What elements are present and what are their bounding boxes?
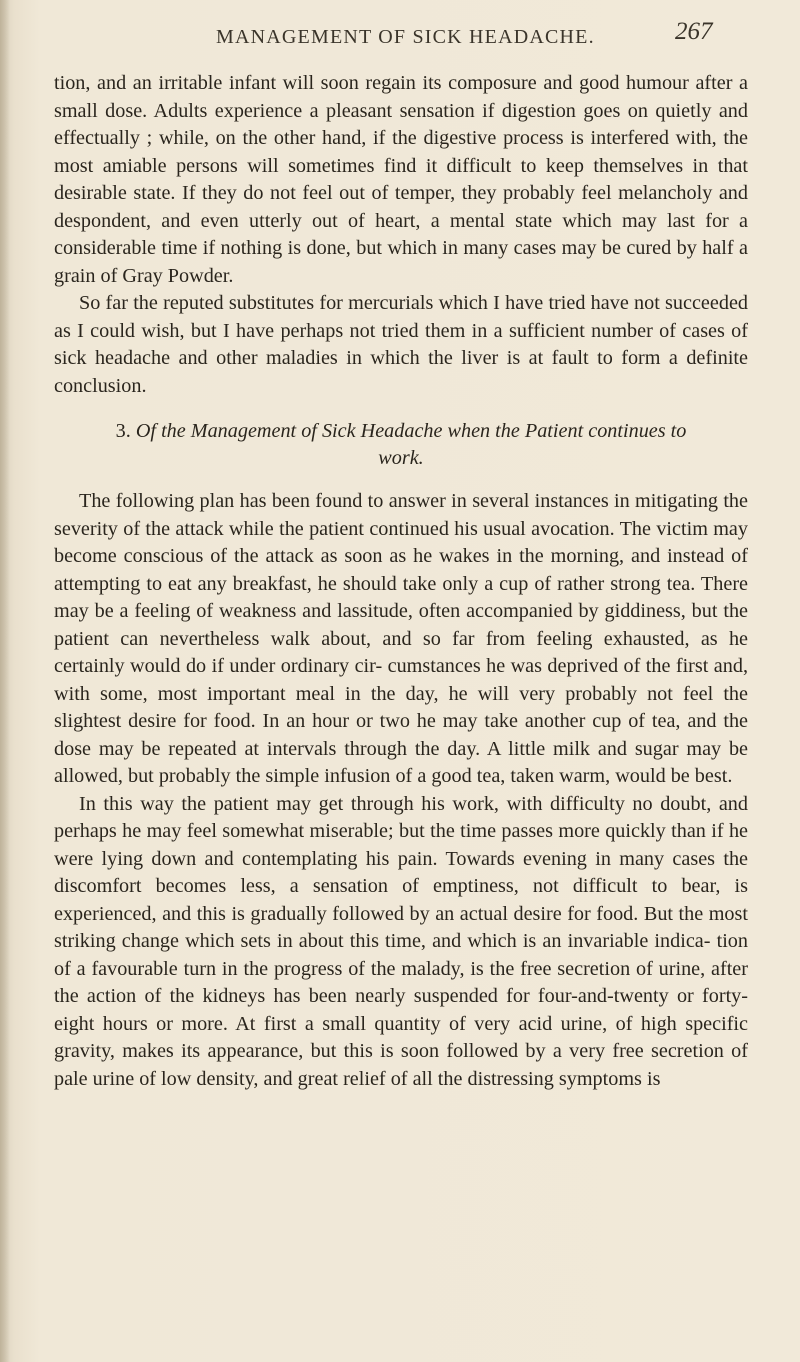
paragraph-continuation: tion, and an irritable infant will soon regain its composure and good humour after a small dose. Adults experience a pleasant sensation if digestion goes on quietly and effectually ; while, on the other hand, if the digestive process is interfered with, the most amiable persons will sometimes find it difficult to keep themselves in that desirable state. If they do not feel out of temper, they probably feel melancholy and despondent, and even utterly out of heart, a mental state which may last for a considerable time if nothing is done, but which in many cases may be cured by half a grain of Gray Powder. bbox=[54, 72, 748, 287]
running-head-title: MANAGEMENT OF SICK HEADACHE. bbox=[216, 26, 595, 48]
section-title: Of the Management of Sick Headache when the Patient continues to work. bbox=[135, 420, 687, 469]
body-text bbox=[54, 70, 748, 1093]
section-number: 3. bbox=[115, 420, 131, 442]
section-heading bbox=[54, 418, 748, 472]
paragraph-mercurial-substitutes: So far the reputed substitutes for mercurials which I have tried have not succeeded as I could wish, but I have perhaps not tried them in a sufficient number of cases of sick headache and other maladies in which the liver is at fault to form a definite conclusion. bbox=[54, 292, 748, 397]
paragraph-tea-plan: The following plan has been found to answer in several instances in mitigating the severity of the attack while the patient continued his usual avocation. The victim may become conscious of the attack as soon as he wakes in the morning, and instead of attempting to eat any breakfast, he should take only a cup of rather strong tea. There may be a feeling of weakness and lassitude, often accompanied by giddiness, but the patient can nevertheless walk about, and so far from feeling exhausted, as he certainly would do if under ordinary cir- cumstances he was deprived of the first and, with some, most important meal in the day, he will very probably not feel the slightest desire for food. In an hour or two he may take another cup of tea, and the dose may be repeated at intervals through the day. A little milk and sugar may be allowed, but probably the simple infusion of a good tea, taken warm, would be best. bbox=[54, 490, 748, 787]
page-number: 267 bbox=[675, 18, 713, 45]
paragraph-evening-relief: In this way the patient may get through his work, with difficulty no doubt, and perhaps he may feel somewhat miserable; but the time passes more quickly than if he were lying down and contemplating his pain. Towards evening in many cases the discomfort becomes less, a sensation of emptiness, not difficult to bear, is experienced, and this is gradually followed by an actual desire for food. But the most striking change which sets in about this time, and which is an invariable indica- tion of a favourable turn in the progress of the malady, is the free secretion of urine, after the action of the kidneys has been nearly suspended for four-and-twenty or forty-eight hours or more. At first a small quantity of very acid urine, of high specific gravity, makes its appearance, but this is soon followed by a very free secretion of pale urine of low density, and great relief of all the distressing symptoms is bbox=[54, 792, 748, 1090]
binding-gutter-shadow bbox=[0, 0, 10, 1362]
